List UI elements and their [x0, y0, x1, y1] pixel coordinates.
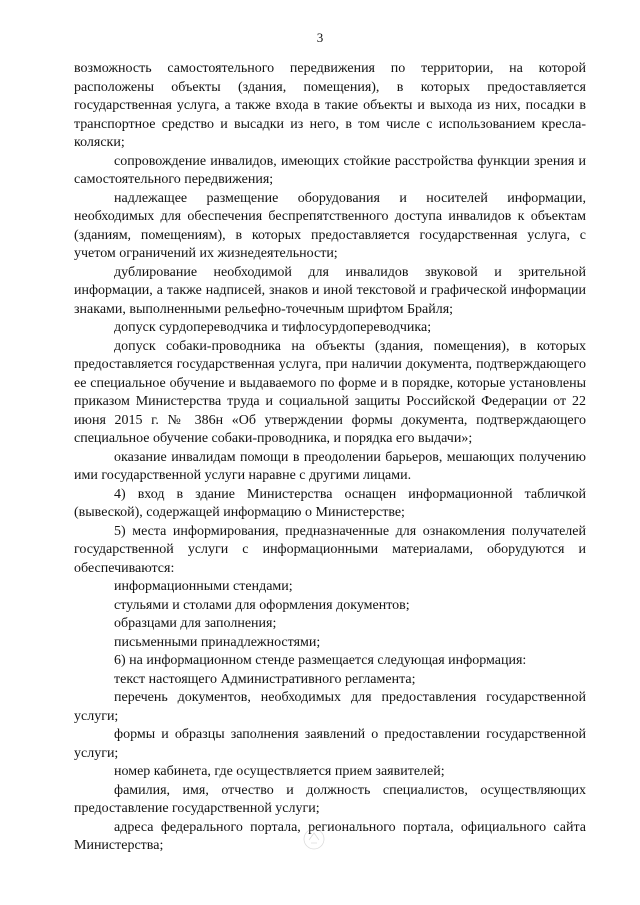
paragraph: стульями и столами для оформления документов;: [114, 597, 410, 613]
paragraph: письменными принадлежностями;: [114, 634, 321, 650]
paragraph: адреса федерального портала, регионального портала, официального сайта Министерства;: [74, 819, 586, 853]
paragraph: 4) вход в здание Министерства оснащен информационной табличкой (вывеской), содержащей информацию о Министерстве;: [74, 486, 586, 520]
paragraph: оказание инвалидам помощи в преодолении барьеров, мешающих получению ими государственной услуги наравне с другими лицами.: [74, 449, 586, 483]
paragraph: 5) места информирования, предназначенные для ознакомления получателей государственной услуги с информационными материалами, оборудуются и обеспечиваются:: [74, 523, 586, 576]
paragraph: формы и образцы заполнения заявлений о предоставлении государственной услуги;: [74, 727, 586, 761]
paragraph: сопровождение инвалидов, имеющих стойкие расстройства функции зрения и самостоятельного передвижения;: [74, 153, 586, 187]
paragraph: фамилия, имя, отчество и должность специалистов, осуществляющих предоставление государственной услуги;: [74, 782, 586, 816]
watermark-emblem-icon: [299, 826, 329, 852]
paragraph: надлежащее размещение оборудования и носителей информации, необходимых для обеспечения беспрепятственного доступа инвалидов к объектам (зданиям, помещениям), в которых предоставляется государственная услуга, с учетом ограничений их жизнедеятельности;: [74, 190, 586, 261]
paragraph: 6) на информационном стенде размещается следующая информация:: [114, 653, 527, 668]
paragraph: номер кабинета, где осуществляется прием заявителей;: [114, 764, 445, 779]
paragraph: возможность самостоятельного передвижения по территории, на которой расположены объекты (здания, помещения), в которых предоставляется государственная услуга, а также входа в такие объекты и выхода из них, посадки в транспортное средство и высадки из него, в том числе с использованием кресла-коляски;: [74, 61, 586, 150]
paragraph: дублирование необходимой для инвалидов звуковой и зрительной информации, а также надписей, знаков и иной текстовой и графической информации знаками, выполненными рельефно-точечным шрифтом Брайля;: [74, 264, 586, 317]
paragraph: информационными стендами;: [114, 579, 293, 594]
paragraph: текст настоящего Административного регламента;: [114, 671, 416, 687]
paragraph: образцами для заполнения;: [114, 616, 277, 631]
paragraph: допуск собаки-проводника на объекты (здания, помещения), в которых предоставляется государственная услуга, при наличии документа, подтверждающего ее специальное обучение и выдаваемого по форме и в порядке, которые установлены приказом Министерства труда и социальной защиты Российской Федерации от 22 июня 2015 г. № 386н «Об утверждении формы документа, подтверждающего специальное обучение собаки-проводника, и порядка его выдачи»;: [74, 338, 586, 446]
paragraph: допуск сурдопереводчика и тифлосурдопереводчика;: [114, 320, 432, 335]
paragraph: перечень документов, необходимых для предоставления государственной услуги;: [74, 690, 586, 724]
page-number: 3: [316, 30, 324, 45]
document-body: [74, 60, 586, 856]
